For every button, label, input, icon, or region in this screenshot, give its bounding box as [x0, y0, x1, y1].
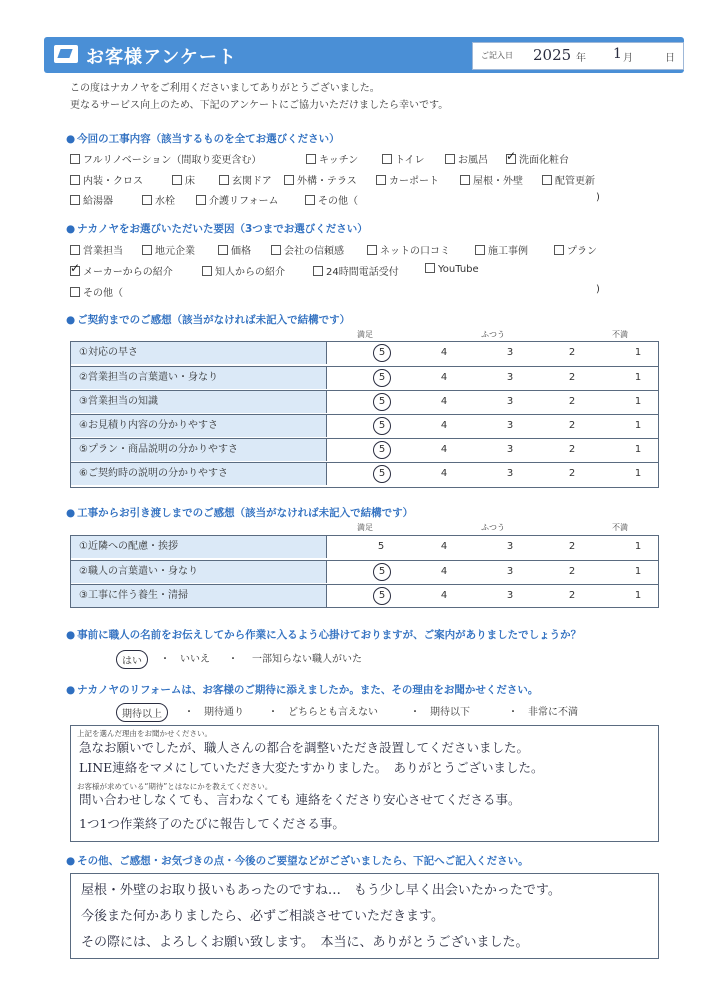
rating-option-1[interactable]: 1 — [634, 444, 642, 455]
q7-title: ● その他、ご感想・お気づきの点・今後のご要望などがございましたら、下記へご記入ください。 — [66, 853, 529, 868]
checkbox-label: 洗面化粧台 — [519, 155, 569, 166]
rating-option-2[interactable]: 2 — [568, 420, 576, 431]
checkbox-icon[interactable] — [445, 154, 455, 164]
checkbox-icon[interactable] — [70, 287, 80, 297]
separator: ・ — [184, 707, 194, 718]
rating-option-5[interactable]: 5 — [373, 441, 391, 459]
intro-line: この度はナカノヤをご利用くださいましてありがとうございました。 — [70, 83, 380, 94]
checkbox-option[interactable] — [70, 192, 113, 207]
checkbox-icon[interactable] — [506, 154, 516, 164]
checkbox-label: メーカーからの紹介 — [83, 267, 173, 278]
page-title: お客様アンケート — [86, 47, 237, 68]
checkbox-option[interactable] — [460, 172, 523, 187]
checkbox-icon[interactable] — [70, 154, 80, 164]
checkbox-icon[interactable] — [554, 245, 564, 255]
rating-row — [71, 366, 658, 389]
checkbox-label: 玄関ドア — [232, 176, 272, 187]
expect-line: 1つ1つ作業終了のたびに報告してくださる事。 — [79, 816, 345, 831]
checkbox-icon[interactable] — [542, 175, 552, 185]
rating-option-4[interactable]: 4 — [440, 347, 448, 358]
checkbox-icon[interactable] — [218, 245, 228, 255]
checkbox-option[interactable] — [554, 242, 597, 257]
rating-option-2[interactable]: 2 — [568, 444, 576, 455]
checkbox-option[interactable] — [506, 151, 569, 166]
checkbox-label: 床 — [185, 176, 195, 187]
checkbox-option[interactable] — [367, 242, 450, 257]
checkbox-icon[interactable] — [172, 175, 182, 185]
checkbox-icon[interactable] — [425, 263, 435, 273]
rating-option-3[interactable]: 3 — [506, 468, 514, 479]
checkbox-icon[interactable] — [70, 245, 80, 255]
rating-option-2[interactable]: 2 — [568, 541, 576, 552]
checkbox-icon[interactable] — [367, 245, 377, 255]
q2-title: ● ナカノヤをお選びいただいた要因（3つまでお選びください） — [66, 221, 368, 236]
rating-row — [71, 342, 658, 364]
rating-option-1[interactable]: 1 — [634, 372, 642, 383]
answer-option[interactable]: はい — [116, 650, 148, 669]
checkbox-option[interactable] — [70, 242, 123, 257]
scale-low-label: 不満 — [612, 330, 628, 339]
rating-row-label: ③営業担当の知識 — [71, 391, 327, 413]
checkbox-option[interactable] — [219, 172, 272, 187]
q1-other-close: ) — [596, 192, 600, 203]
rating-option-5[interactable]: 5 — [373, 587, 391, 605]
checkbox-label: ネットの口コミ — [380, 246, 450, 257]
rating-option-4[interactable]: 4 — [440, 566, 448, 577]
checkbox-label: 介護リフォーム — [209, 196, 279, 207]
intro-text — [70, 80, 448, 114]
checkbox-option[interactable] — [271, 242, 344, 257]
reason-line: LINE連絡をマメにしていただき大変たすかりました。 ありがとうございました。 — [79, 760, 544, 775]
q6-reason-box — [70, 725, 659, 842]
rating-option-3[interactable]: 3 — [506, 420, 514, 431]
separator: ・ — [160, 654, 170, 665]
reason-line: 急なお願いでしたが、職人さんの都合を調整いただき設置してくださいました。 — [79, 740, 530, 755]
separator: ・ — [268, 707, 278, 718]
checkbox-option[interactable] — [284, 172, 357, 187]
checkbox-icon[interactable] — [70, 266, 80, 276]
rating-option-2[interactable]: 2 — [568, 347, 576, 358]
expect-line: 問い合わせしなくても、言わなくても 連絡をくださり安心させてくださる事。 — [79, 792, 521, 807]
q3-title: ● ご契約までのご感想（該当がなければ未記入で結構です） — [66, 312, 350, 327]
rating-option-2[interactable]: 2 — [568, 396, 576, 407]
rating-option-4[interactable]: 4 — [440, 590, 448, 601]
checkbox-icon[interactable] — [382, 154, 392, 164]
checkbox-option[interactable] — [313, 263, 399, 278]
q4-rating-table — [70, 535, 659, 608]
rating-option-4[interactable]: 4 — [440, 541, 448, 552]
rating-row — [71, 438, 658, 461]
checkbox-icon[interactable] — [475, 245, 485, 255]
answer-option[interactable]: 非常に不満 — [528, 707, 578, 718]
q6-title: ● ナカノヤのリフォームは、お客様のご期待に添えましたか。また、その理由をお聞かせください。 — [66, 682, 538, 697]
comment-line: 屋根・外壁のお取り扱いもあったのですね… もう少し早く出会いたかったです。 — [81, 883, 561, 898]
rating-option-5[interactable]: 5 — [373, 563, 391, 581]
rating-option-1[interactable]: 1 — [634, 541, 642, 552]
separator: ・ — [410, 707, 420, 718]
checkbox-label: その他（ — [83, 288, 123, 299]
rating-option-2[interactable]: 2 — [568, 468, 576, 479]
q1-title: ● 今回の工事内容（該当するものを全てお選びください） — [66, 131, 340, 146]
answer-option[interactable]: 期待以上 — [116, 703, 168, 722]
rating-row — [71, 462, 658, 485]
checkbox-icon[interactable] — [284, 175, 294, 185]
checkbox-option[interactable] — [70, 172, 143, 187]
comment-line: 今後また何かありましたら、必ずご相談させていただきます。 — [81, 909, 444, 924]
answer-option[interactable]: 期待通り — [204, 707, 244, 718]
rating-option-4[interactable]: 4 — [440, 468, 448, 479]
rating-row-label: ③工事に伴う養生・清掃 — [71, 585, 327, 607]
answer-option[interactable]: いいえ — [180, 654, 210, 665]
checkbox-option[interactable] — [70, 284, 123, 299]
q3-rating-table — [70, 341, 659, 488]
intro-line: 更なるサービス向上のため、下記のアンケートにご協力いただけましたら幸いです。 — [70, 100, 449, 111]
month-unit: 月 — [623, 53, 633, 64]
checkbox-icon[interactable] — [306, 154, 316, 164]
rating-option-1[interactable]: 1 — [634, 590, 642, 601]
day-unit: 日 — [665, 53, 675, 64]
rating-row — [71, 390, 658, 413]
checkbox-icon[interactable] — [305, 195, 315, 205]
answer-option[interactable]: 期待以下 — [430, 707, 470, 718]
checkbox-icon[interactable] — [376, 175, 386, 185]
checkbox-label: プラン — [567, 246, 597, 257]
checkbox-label: 会社の信頼感 — [284, 246, 344, 257]
checkbox-label: トイレ — [395, 155, 425, 166]
checkbox-icon[interactable] — [70, 195, 80, 205]
checkbox-option[interactable] — [70, 263, 173, 278]
rating-option-4[interactable]: 4 — [440, 444, 448, 455]
expect-label: お客様が求めている“期待”とはなにかを教えてください。 — [77, 782, 273, 791]
rating-option-4[interactable]: 4 — [440, 420, 448, 431]
rating-option-3[interactable]: 3 — [506, 372, 514, 383]
checkbox-icon[interactable] — [142, 245, 152, 255]
rating-option-5[interactable]: 5 — [373, 344, 391, 362]
rating-option-1[interactable]: 1 — [634, 468, 642, 479]
checkbox-icon[interactable] — [196, 195, 206, 205]
rating-option-5[interactable]: 5 — [373, 393, 391, 411]
checkbox-label: 価格 — [231, 246, 251, 257]
checkbox-option[interactable] — [142, 192, 175, 207]
date-month: 1 — [613, 46, 622, 62]
checkbox-label: 屋根・外壁 — [473, 176, 523, 187]
checkbox-option[interactable] — [542, 172, 595, 187]
q5-title: ● 事前に職人の名前をお伝えしてから作業に入るよう心掛けておりますが、ご案内がありましたでしょうか？ — [66, 627, 581, 642]
checkbox-label: その他（ — [318, 196, 358, 207]
scale-mid-label: ふつう — [481, 330, 505, 339]
checkbox-icon[interactable] — [219, 175, 229, 185]
checkbox-option[interactable] — [218, 242, 251, 257]
rating-option-1[interactable]: 1 — [634, 420, 642, 431]
rating-row-label: ⑥ご契約時の説明の分かりやすさ — [71, 463, 327, 485]
rating-row-label: ②営業担当の言葉遣い・身なり — [71, 367, 327, 389]
rating-option-5[interactable]: 5 — [373, 417, 391, 435]
rating-option-3[interactable]: 3 — [506, 566, 514, 577]
checkbox-label: 内装・クロス — [83, 176, 143, 187]
q2-other-close: ) — [596, 284, 600, 295]
scale-low-label: 不満 — [612, 523, 628, 532]
checkbox-label: 施工事例 — [488, 246, 528, 257]
checkbox-option[interactable] — [305, 192, 358, 207]
rating-row-label: ①対応の早さ — [71, 342, 327, 364]
rating-option-5[interactable]: 5 — [377, 541, 385, 552]
checkbox-label: 地元企業 — [155, 246, 195, 257]
rating-option-3[interactable]: 3 — [506, 396, 514, 407]
checkbox-label: 24時間電話受付 — [326, 267, 399, 278]
rating-option-3[interactable]: 3 — [506, 541, 514, 552]
checkbox-label: 外構・テラス — [297, 176, 357, 187]
rating-option-5[interactable]: 5 — [373, 369, 391, 387]
date-box — [472, 42, 684, 70]
separator: ・ — [228, 654, 238, 665]
checkbox-label: フルリノベーション（間取り変更含む） — [83, 155, 262, 166]
checkbox-icon[interactable] — [142, 195, 152, 205]
checkbox-label: 営業担当 — [83, 246, 123, 257]
rating-option-1[interactable]: 1 — [634, 566, 642, 577]
checkbox-icon[interactable] — [313, 266, 323, 276]
checkbox-label: カーポート — [389, 176, 439, 187]
rating-option-1[interactable]: 1 — [634, 347, 642, 358]
reason-label: 上記を選んだ理由をお聞かせください。 — [77, 729, 212, 738]
checkbox-icon[interactable] — [271, 245, 281, 255]
comment-line: その際には、よろしくお願い致します。 本当に、ありがとうございました。 — [81, 935, 529, 950]
scale-high-label: 満足 — [357, 523, 373, 532]
rating-option-4[interactable]: 4 — [440, 396, 448, 407]
checkbox-label: お風呂 — [458, 155, 488, 166]
checkbox-option[interactable] — [70, 151, 261, 166]
checkbox-label: 知人からの紹介 — [215, 267, 285, 278]
separator: ・ — [508, 707, 518, 718]
q4-title: ● 工事からお引き渡しまでのご感想（該当がなければ未記入で結構です） — [66, 505, 413, 520]
checkbox-label: YouTube — [438, 264, 479, 275]
checkbox-option[interactable] — [142, 242, 195, 257]
rating-row — [71, 584, 658, 607]
q7-comment-box — [70, 873, 659, 959]
rating-option-3[interactable]: 3 — [506, 444, 514, 455]
rating-row — [71, 536, 658, 558]
checkbox-option[interactable] — [196, 192, 279, 207]
answer-option[interactable]: どちらとも言えない — [288, 707, 378, 718]
checkbox-option[interactable] — [425, 263, 479, 275]
rating-option-4[interactable]: 4 — [440, 372, 448, 383]
rating-row — [71, 414, 658, 437]
scale-high-label: 満足 — [357, 330, 373, 339]
answer-option[interactable]: 一部知らない職人がいた — [252, 654, 362, 665]
rating-option-2[interactable]: 2 — [568, 566, 576, 577]
rating-option-1[interactable]: 1 — [634, 396, 642, 407]
checkbox-option[interactable] — [445, 151, 488, 166]
date-year: 2025 — [533, 46, 572, 64]
checkbox-label: キッチン — [319, 155, 359, 166]
checkbox-option[interactable] — [306, 151, 358, 166]
rating-row-label: ①近隣への配慮・挨拶 — [71, 536, 327, 558]
rating-row-label: ②職人の言葉遣い・身なり — [71, 561, 327, 583]
checkbox-label: 配管更新 — [555, 176, 595, 187]
checkbox-label: 給湯器 — [83, 196, 113, 207]
checkbox-icon[interactable] — [70, 175, 80, 185]
scale-mid-label: ふつう — [481, 523, 505, 532]
rating-row — [71, 560, 658, 583]
checkbox-option[interactable] — [475, 242, 528, 257]
rating-row-label: ④お見積り内容の分かりやすさ — [71, 415, 327, 437]
company-logo-icon — [54, 45, 78, 63]
rating-option-3[interactable]: 3 — [506, 590, 514, 601]
year-unit: 年 — [576, 53, 586, 64]
date-label: ご記入日 — [481, 51, 513, 60]
checkbox-option[interactable] — [202, 263, 285, 278]
rating-option-5[interactable]: 5 — [373, 465, 391, 483]
checkbox-option[interactable] — [172, 172, 195, 187]
checkbox-icon[interactable] — [202, 266, 212, 276]
checkbox-label: 水栓 — [155, 196, 175, 207]
rating-row-label: ⑤プラン・商品説明の分かりやすさ — [71, 439, 327, 461]
rating-option-2[interactable]: 2 — [568, 590, 576, 601]
checkbox-option[interactable] — [382, 151, 425, 166]
checkbox-icon[interactable] — [460, 175, 470, 185]
rating-option-3[interactable]: 3 — [506, 347, 514, 358]
checkbox-option[interactable] — [376, 172, 439, 187]
rating-option-2[interactable]: 2 — [568, 372, 576, 383]
